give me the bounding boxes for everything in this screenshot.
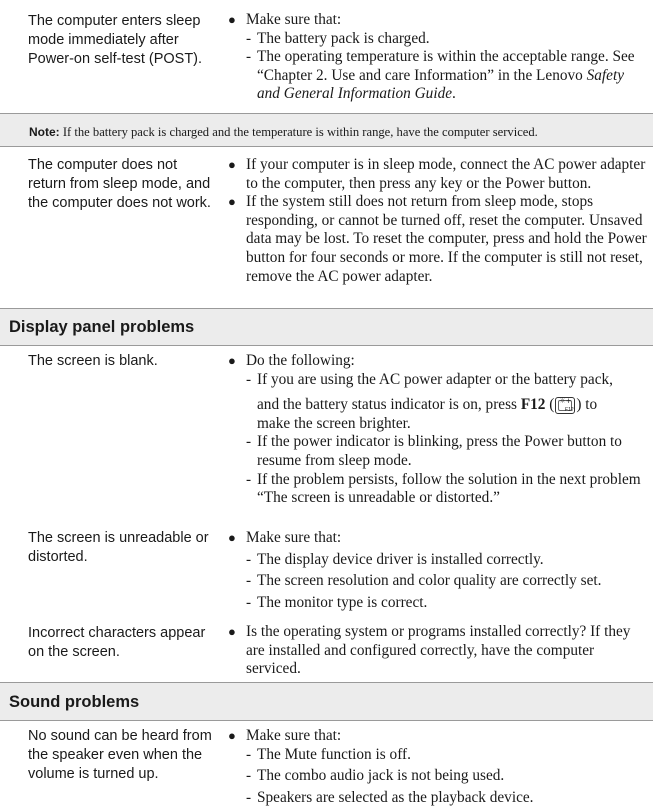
check-item-text: The operating temperature is within the acceptable range. See “Chapter 2. Use and care Information” in the Lenovo bbox=[257, 48, 635, 84]
check-item: The Mute function is off. bbox=[257, 745, 411, 763]
bullet-icon: ● bbox=[228, 12, 236, 27]
check-item bbox=[257, 48, 648, 104]
check-item: If the problem persists, follow the solution in the next problem “The screen is unreadable or distorted.” bbox=[257, 470, 641, 507]
guide-title: Safety and General Information Guide bbox=[257, 66, 625, 103]
sun-icon: ☼+ bbox=[559, 397, 572, 406]
dash-marker: - bbox=[246, 572, 252, 590]
problem-no-resume: The computer does not return from sleep mode, and the computer does not work. bbox=[28, 157, 211, 211]
check-item: The combo audio jack is not being used. bbox=[257, 767, 505, 785]
text-span: and the battery status indicator is on, press bbox=[257, 396, 521, 414]
dash-marker: - bbox=[246, 550, 252, 568]
note bbox=[29, 124, 538, 140]
solution-sleep-after-post bbox=[228, 11, 648, 104]
check-item-continued: make the screen brighter. bbox=[257, 414, 411, 432]
problem-sleep-after-post: The computer enters sleep mode immediately after Power-on self-test (POST). bbox=[28, 13, 203, 67]
solution-no-sound bbox=[228, 727, 648, 807]
dash-marker: - bbox=[246, 470, 252, 488]
bullet-text: If your computer is in sleep mode, connect the AC power adapter to the computer, then press any key or the Power button. bbox=[246, 156, 646, 192]
dash-marker: - bbox=[246, 370, 252, 388]
solution-no-resume bbox=[228, 156, 648, 286]
lead-text: Make sure that: bbox=[246, 727, 342, 744]
bullet-text: Is the operating system or programs installed correctly? If they are installed and configured correctly, have the computer serviced. bbox=[246, 623, 631, 678]
lead-text: Make sure that: bbox=[246, 11, 342, 28]
check-item: Speakers are selected as the playback device. bbox=[257, 788, 534, 806]
solution-screen-blank bbox=[228, 352, 648, 508]
divider bbox=[0, 720, 653, 721]
dash-marker: - bbox=[246, 433, 252, 451]
bullet-icon: ● bbox=[228, 530, 236, 545]
section-title-sound: Sound problems bbox=[9, 693, 140, 711]
check-item: The display device driver is installed correctly. bbox=[257, 550, 544, 568]
key-label: F12 bbox=[564, 407, 574, 414]
lead-text: Do the following: bbox=[246, 352, 355, 369]
bullet-icon: ● bbox=[228, 728, 236, 743]
check-item: The battery pack is charged. bbox=[257, 29, 430, 47]
bullet-icon: ● bbox=[228, 194, 236, 210]
solution-incorrect-characters bbox=[228, 623, 648, 679]
dash-marker: - bbox=[246, 48, 252, 66]
dash-marker: - bbox=[246, 767, 252, 785]
check-item: If you are using the AC power adapter or the battery pack, bbox=[257, 370, 613, 388]
divider bbox=[0, 345, 653, 346]
dash-marker: - bbox=[246, 788, 252, 806]
note-label: Note: bbox=[29, 125, 60, 139]
bullet-text: If the system still does not return from sleep mode, stops responding, or cannot be turned off, reset the computer. Unsaved data may be lost. To reset the computer, press and hold the Power button for four seconds or more. If the computer is still not reset, remove the AC power adapter. bbox=[246, 193, 647, 285]
check-item-continued bbox=[228, 396, 648, 415]
text-span: ) to bbox=[576, 396, 598, 414]
check-item: If the power indicator is blinking, press the Power button to resume from sleep mode. bbox=[257, 433, 622, 469]
solution-screen-unreadable bbox=[228, 529, 648, 612]
check-item: The screen resolution and color quality are correctly set. bbox=[257, 572, 602, 590]
section-title-display: Display panel problems bbox=[9, 318, 195, 336]
bullet-icon: ● bbox=[228, 157, 236, 172]
brightness-up-key-icon bbox=[555, 397, 575, 414]
divider bbox=[0, 146, 653, 147]
problem-incorrect-characters: Incorrect characters appear on the screen. bbox=[28, 625, 206, 660]
note-text: If the battery pack is charged and the temperature is within range, have the computer serviced. bbox=[62, 125, 538, 139]
text-span: ( bbox=[545, 396, 555, 414]
key-name: F12 bbox=[520, 396, 546, 414]
period: . bbox=[452, 85, 456, 103]
bullet-icon: ● bbox=[228, 353, 236, 368]
lead-text: Make sure that: bbox=[246, 529, 342, 546]
problem-screen-unreadable: The screen is unreadable or distorted. bbox=[28, 530, 209, 565]
dash-marker: - bbox=[246, 29, 252, 47]
problem-screen-blank: The screen is blank. bbox=[28, 353, 158, 369]
bullet-icon: ● bbox=[228, 624, 236, 639]
problem-no-sound: No sound can be heard from the speaker even when the volume is turned up. bbox=[28, 728, 212, 782]
dash-marker: - bbox=[246, 593, 252, 611]
check-item: The monitor type is correct. bbox=[257, 593, 428, 611]
dash-marker: - bbox=[246, 745, 252, 763]
